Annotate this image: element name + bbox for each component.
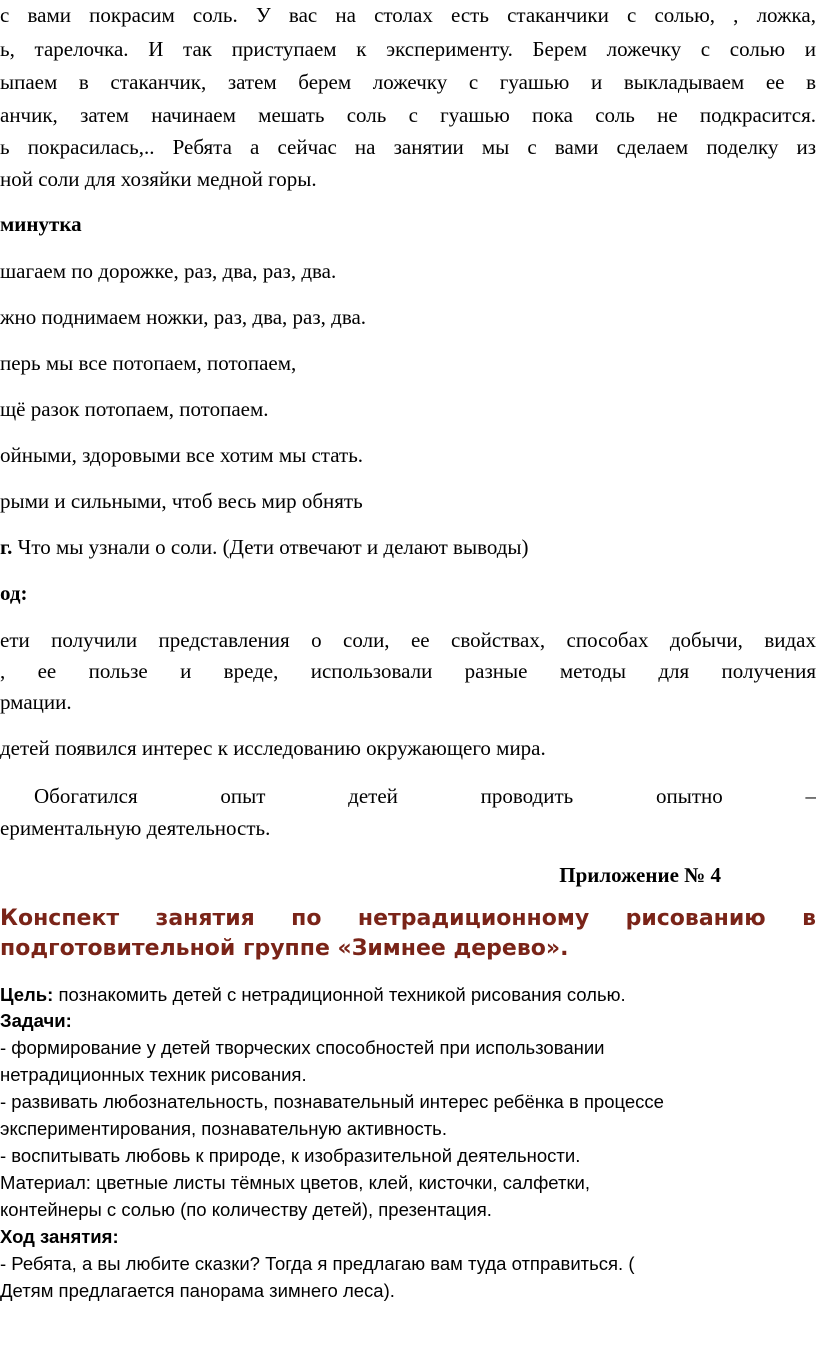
text-line: ыпаем в стаканчик, затем берем ложечку с гуашью и выкладываем ее в bbox=[0, 70, 816, 94]
task-line: - воспитывать любовь к природе, к изобразительной деятельности. bbox=[0, 1145, 581, 1166]
text-line: ь покрасилась,.. Ребята а сейчас на занятии мы с вами сделаем поделку из bbox=[0, 135, 816, 159]
konspekt-title-line: Конспект занятия по нетрадиционному рисованию в bbox=[0, 906, 816, 931]
summary-label: г. bbox=[0, 535, 13, 559]
text-line: детей появился интерес к исследованию окружающего мира. bbox=[0, 736, 546, 760]
text-line: с вами покрасим соль. У вас на столах есть стаканчики с солью, , ложка, bbox=[0, 3, 816, 27]
text-line: ь, тарелочка. И так приступаем к эксперименту. Берем ложечку с солью и bbox=[0, 37, 816, 61]
tasks-label: Задачи: bbox=[0, 1010, 72, 1031]
summary-text: Что мы узнали о соли. (Дети отвечают и делают выводы) bbox=[12, 535, 529, 559]
goal-text: познакомить детей с нетрадиционной техникой рисования солью. bbox=[53, 984, 626, 1005]
text-line: анчик, затем начинаем мешать соль с гуашью пока соль не подкрасится. bbox=[0, 103, 816, 127]
appendix-label: Приложение № 4 bbox=[559, 863, 721, 887]
text-line: , ее пользе и вреде, использовали разные методы для получения bbox=[0, 659, 816, 683]
task-line: нетрадиционных техник рисования. bbox=[0, 1064, 307, 1085]
conclusion-heading: од: bbox=[0, 581, 28, 605]
poem-line: перь мы все потопаем, потопаем, bbox=[0, 351, 297, 375]
course-label: Ход занятия: bbox=[0, 1226, 119, 1247]
task-line: - формирование у детей творческих способностей при использовании bbox=[0, 1037, 605, 1058]
poem-line: рыми и сильными, чтоб весь мир обнять bbox=[0, 489, 363, 513]
poem-line: ойными, здоровыми все хотим мы стать. bbox=[0, 443, 364, 467]
task-line: - развивать любознательность, познавательный интерес ребёнка в процессе bbox=[0, 1091, 664, 1112]
text-line: ериментальную деятельность. bbox=[0, 816, 271, 840]
konspekt-title-line: подготовительной группе «Зимнее дерево». bbox=[0, 936, 569, 961]
section-heading: минутка bbox=[0, 212, 82, 236]
goal-line bbox=[0, 982, 816, 1007]
material-line: контейнеры с солью (по количеству детей), презентация. bbox=[0, 1199, 492, 1220]
text-line: Обогатился опыт детей проводить опытно – bbox=[34, 784, 816, 808]
poem-line: щё разок потопаем, потопаем. bbox=[0, 397, 269, 421]
course-line: Детям предлагается панорама зимнего леса). bbox=[0, 1280, 395, 1301]
goal-label: Цель: bbox=[0, 984, 54, 1005]
text-line: ной соли для хозяйки медной горы. bbox=[0, 167, 317, 191]
summary-line bbox=[0, 534, 816, 560]
poem-line: шагаем по дорожке, раз, два, раз, два. bbox=[0, 259, 337, 283]
course-line: - Ребята, а вы любите сказки? Тогда я предлагаю вам туда отправиться. ( bbox=[0, 1253, 635, 1274]
text-line: рмации. bbox=[0, 690, 72, 714]
text-line: ети получили представления о соли, ее свойствах, способах добычи, видах bbox=[0, 628, 816, 652]
task-line: экспериментирования, познавательную активность. bbox=[0, 1118, 447, 1139]
poem-line: жно поднимаем ножки, раз, два, раз, два. bbox=[0, 305, 367, 329]
material-line: Материал: цветные листы тёмных цветов, клей, кисточки, салфетки, bbox=[0, 1172, 591, 1193]
